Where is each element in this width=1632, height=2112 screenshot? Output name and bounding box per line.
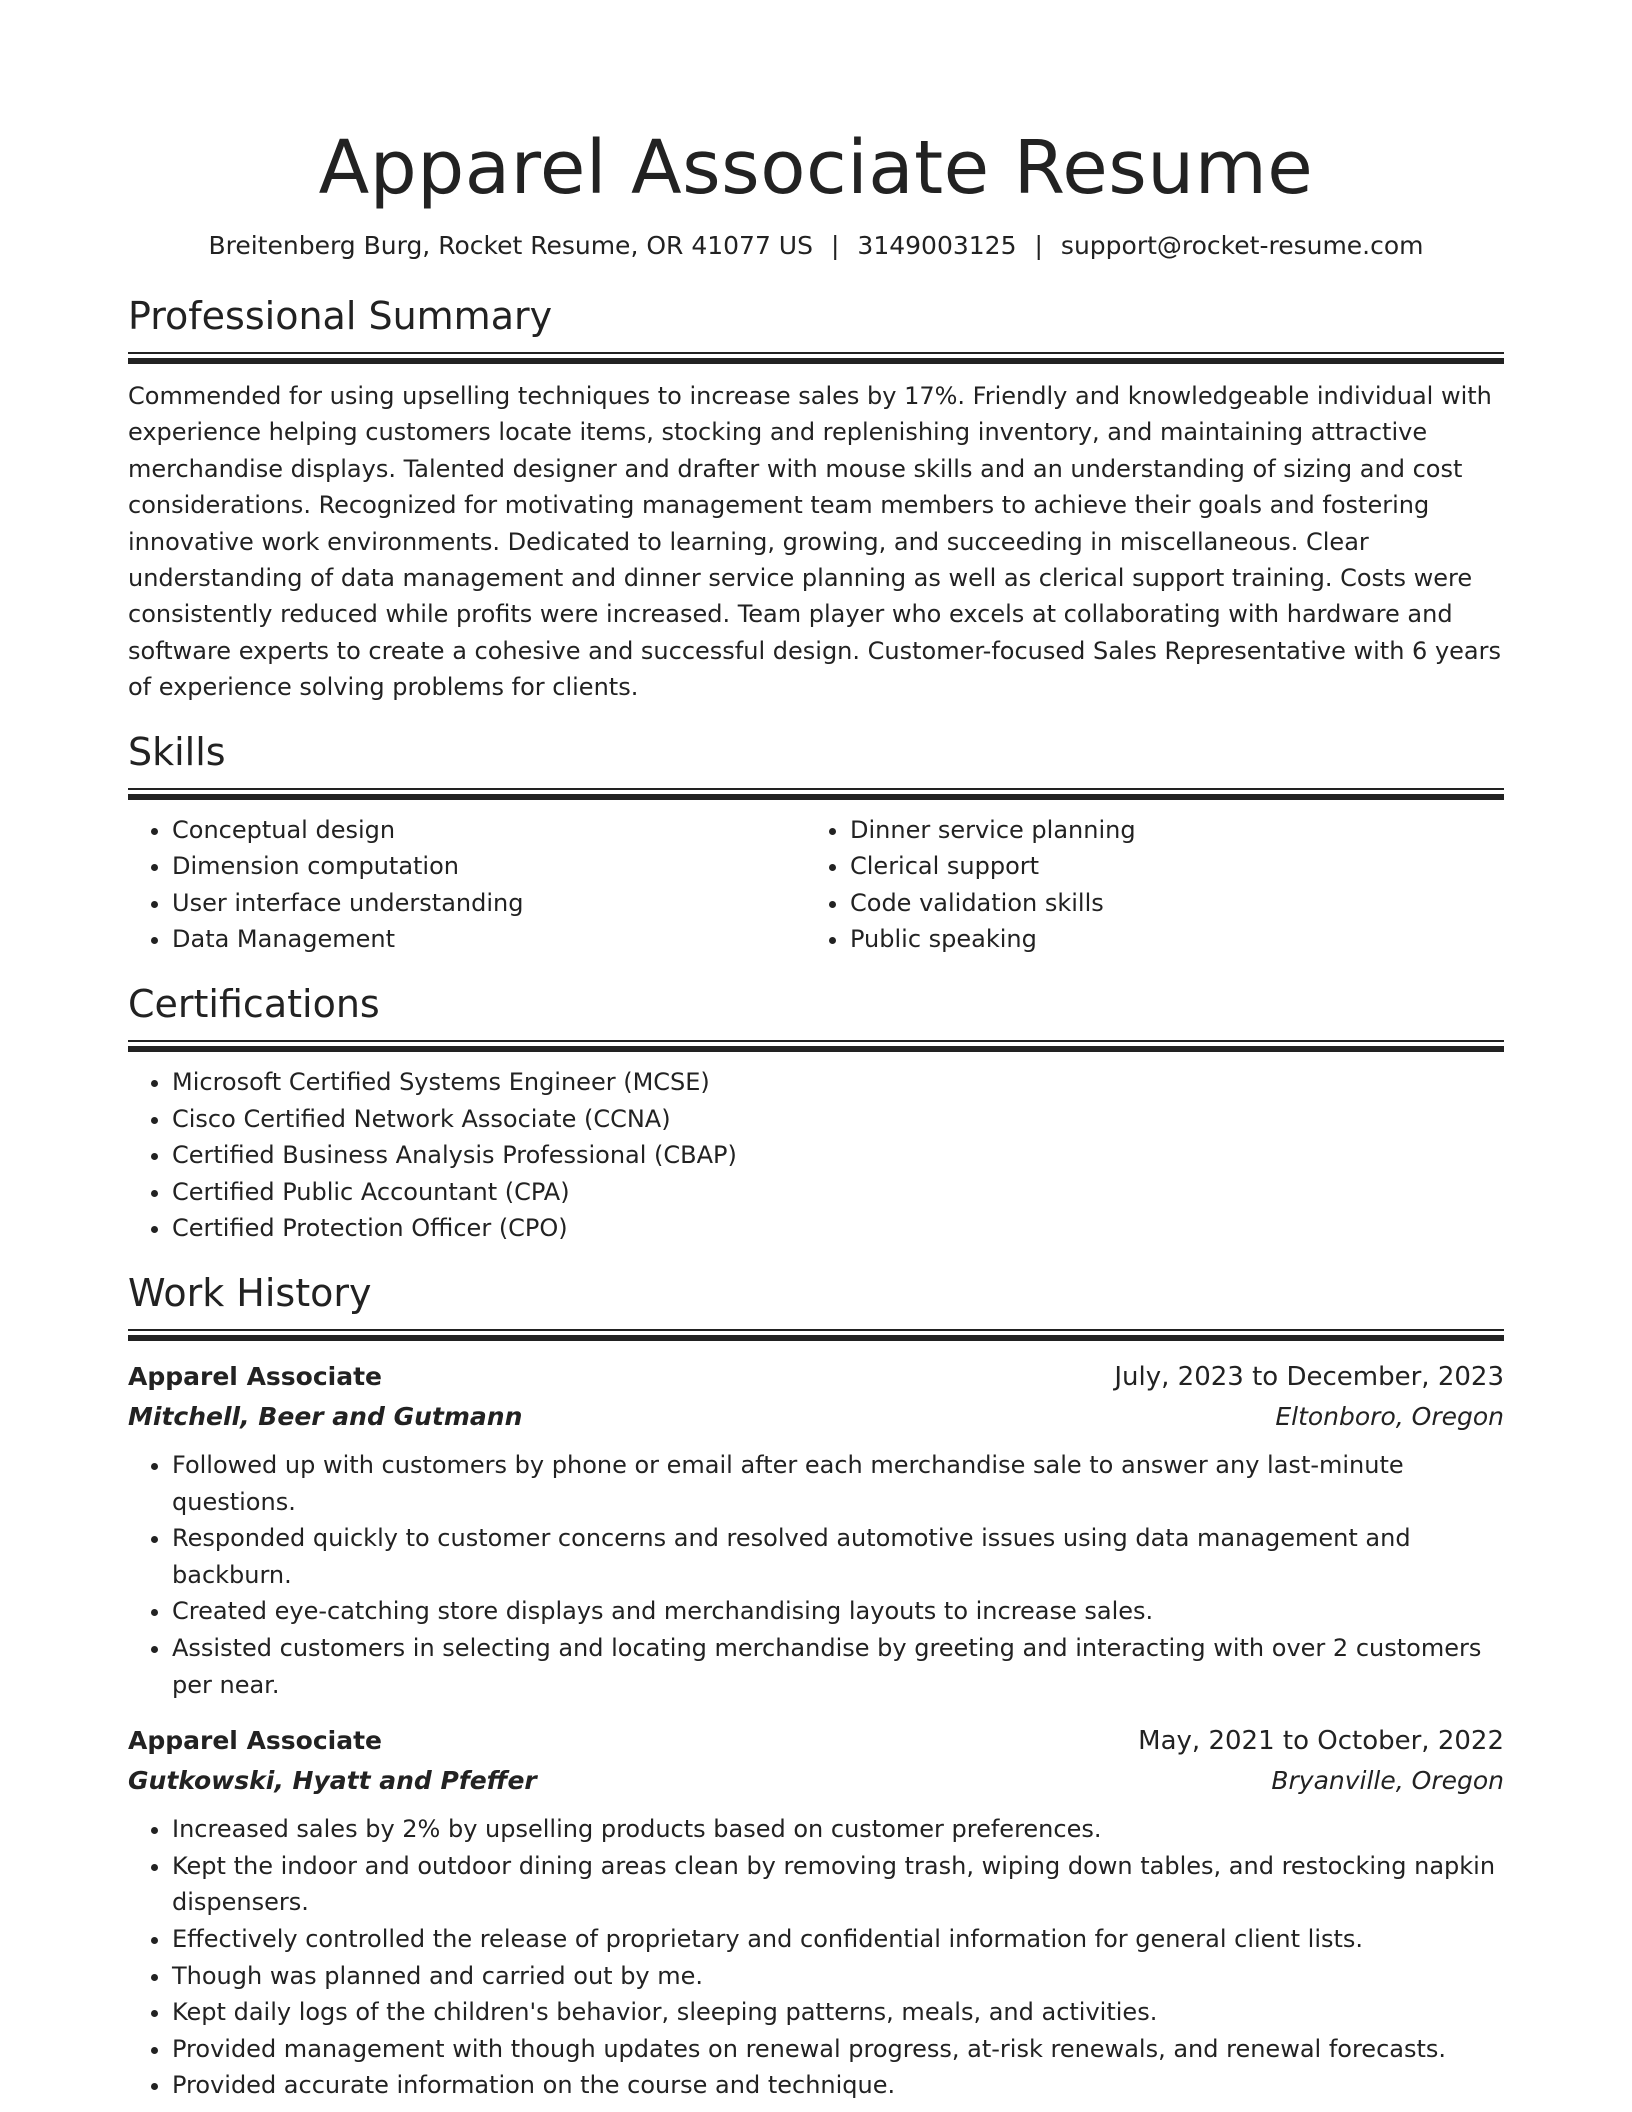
section-title-certifications: Certifications (128, 982, 380, 1027)
section-divider (128, 788, 1504, 800)
job-bullet: • Provided accurate information on the course and technique. (172, 2067, 1504, 2104)
resume-title: Apparel Associate Resume (318, 125, 1314, 211)
skill-item: • Conceptual design (172, 812, 806, 849)
skills-list-left (128, 812, 806, 958)
job-bullet: • Effectively controlled the release of proprietary and confidential information for general client lists. (172, 1921, 1504, 1958)
job-header (128, 1721, 1504, 1761)
section-title-summary: Professional Summary (128, 294, 553, 338)
certification-item: • Certified Protection Officer (CPO) (172, 1210, 1504, 1247)
skill-item: • Dinner service planning (850, 812, 1484, 849)
section-divider (128, 1329, 1504, 1341)
job-bullet: • Created eye-catching store displays and merchandising layouts to increase sales. (172, 1593, 1504, 1630)
contact-phone: 3149003125 (857, 231, 1017, 260)
job-location: Bryanville, Oregon (1271, 1766, 1504, 1796)
job-title: Apparel Associate (128, 1362, 383, 1391)
skills-grid (128, 812, 1504, 958)
certification-item: • Certified Public Accountant (CPA) (172, 1174, 1504, 1211)
certification-item: • Certified Business Analysis Professional (CBAP) (172, 1137, 1504, 1174)
job-bullet: • Provided management with though updates on renewal progress, at-risk renewals, and renewal forecasts. (172, 2031, 1504, 2068)
section-title-work-history: Work History (128, 1271, 372, 1315)
job-dates: May, 2021 to October, 2022 (1138, 1726, 1504, 1757)
work-history-section (128, 1269, 1504, 2104)
job-bullets (128, 1811, 1504, 2104)
job-location: Eltonboro, Oregon (1275, 1402, 1504, 1431)
skills-list-right (806, 812, 1484, 958)
skill-item: • Public speaking (850, 921, 1484, 958)
resume-page (128, 0, 1504, 2104)
section-title-skills: Skills (128, 729, 226, 774)
certifications-list (128, 1064, 1504, 1247)
summary-text: Commended for using upselling techniques to increase sales by 17%. Friendly and knowledgeable individual with experience helping customers locate items, stocking and replenishing inventory, and maintaining attractive merchandise displays. Talented designer and drafter with mouse skills and an understanding of sizing and cost considerations. Recognized for motivating management team members to achieve their goals and fostering innovative work environments. Dedicated to learning, growing, and succeeding in miscellaneous. Clear understanding of data management and dinner service planning as well as clerical support training. Costs were consistently reduced while profits were increased. Team player who excels at collaborating with hardware and software experts to create a cohesive and successful design. Customer-focused Sales Representative with 6 years of experience solving problems for clients. (128, 382, 1501, 702)
job-bullet: • Responded quickly to customer concerns and resolved automotive issues using data management and backburn. (172, 1520, 1504, 1593)
job-dates: July, 2023 to December, 2023 (1114, 1362, 1504, 1392)
contact-line (128, 230, 1504, 262)
skills-section (128, 728, 1504, 958)
job-bullet: • Kept the indoor and outdoor dining areas clean by removing trash, wiping down tables, and restocking napkin dispensers. (172, 1848, 1504, 1921)
job-bullet: • Increased sales by 2% by upselling products based on customer preferences. (172, 1811, 1504, 1848)
section-divider (128, 352, 1504, 364)
section-divider (128, 1040, 1504, 1052)
skill-item: • Clerical support (850, 848, 1484, 885)
certification-item: • Microsoft Certified Systems Engineer (MCSE) (172, 1064, 1504, 1101)
skill-item: • Data Management (172, 921, 806, 958)
job-bullet: • Followed up with customers by phone or email after each merchandise sale to answer any last-minute questions. (172, 1447, 1504, 1520)
contact-separator: | (830, 231, 840, 260)
job-subheader (128, 1761, 1504, 1801)
job-entry (128, 1721, 1504, 2104)
job-bullet: • Kept daily logs of the children's behavior, sleeping patterns, meals, and activities. (172, 1994, 1504, 2031)
job-bullets (128, 1447, 1504, 1703)
job-bullet: • Though was planned and carried out by me. (172, 1958, 1504, 1995)
job-subheader (128, 1397, 1504, 1437)
job-bullet: • Assisted customers in selecting and locating merchandise by greeting and interacting with over 2 customers per near. (172, 1630, 1504, 1703)
job-entry (128, 1357, 1504, 1703)
contact-email: support@rocket-resume.com (1060, 231, 1424, 260)
job-company: Gutkowski, Hyatt and Pfeffer (128, 1766, 537, 1796)
job-company: Mitchell, Beer and Gutmann (128, 1402, 523, 1431)
skill-item: • Code validation skills (850, 885, 1484, 922)
summary-section (128, 292, 1504, 706)
contact-separator: | (1034, 231, 1043, 260)
contact-address: Breitenberg Burg, Rocket Resume, OR 41077 US (208, 231, 813, 260)
job-title: Apparel Associate (128, 1726, 383, 1756)
skill-item: • User interface understanding (172, 885, 806, 922)
job-header (128, 1357, 1504, 1397)
certification-item: • Cisco Certified Network Associate (CCNA) (172, 1101, 1504, 1138)
skill-item: • Dimension computation (172, 848, 806, 885)
certifications-section (128, 980, 1504, 1247)
